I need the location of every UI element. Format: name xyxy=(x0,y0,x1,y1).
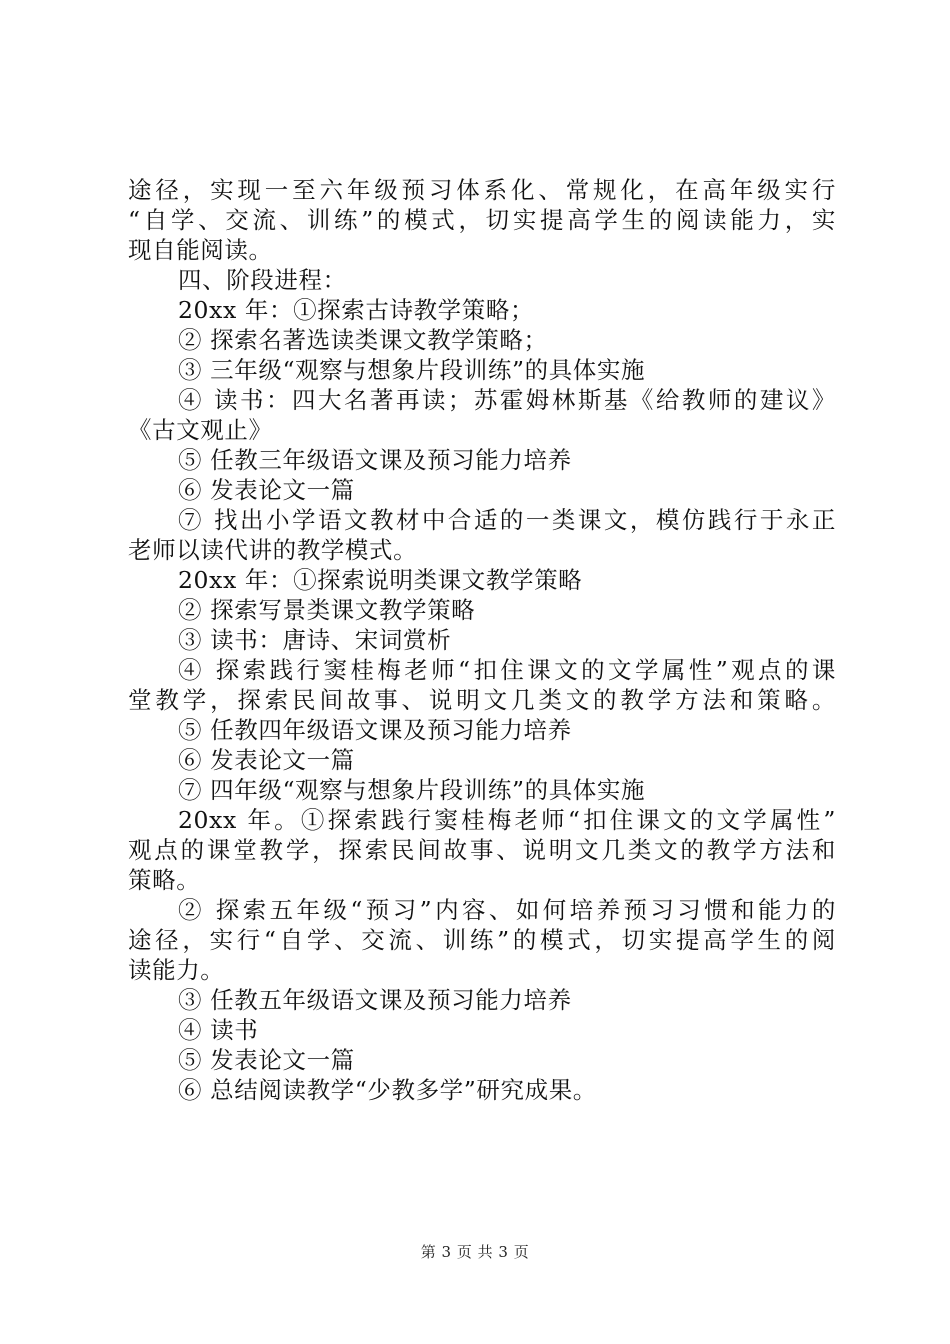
text-line: ③ 读书：唐诗、宋词赏析 xyxy=(178,626,452,654)
text-line: 20xx 年。①探索践行窦桂梅老师“扣住课文的文学属性” xyxy=(178,806,836,834)
text-line: 途径，实现一至六年级预习体系化、常规化，在高年级实行 xyxy=(128,176,836,204)
text-line: ⑤ 任教四年级语文课及预习能力培养 xyxy=(178,716,572,744)
text-line: ⑦ 找出小学语文教材中合适的一类课文，模仿践行于永正 xyxy=(178,506,836,534)
text-line: 20xx 年：①探索说明类课文教学策略 xyxy=(178,566,583,594)
text-line: 策略。 xyxy=(128,866,201,894)
text-line: 现自能阅读。 xyxy=(128,236,273,264)
text-line: ⑦ 四年级“观察与想象片段训练”的具体实施 xyxy=(178,776,646,804)
text-line: 读能力。 xyxy=(128,956,225,984)
text-line: 堂教学，探索民间故事、说明文几类文的教学方法和策略。 xyxy=(128,686,836,714)
text-line: ③ 三年级“观察与想象片段训练”的具体实施 xyxy=(178,356,646,384)
text-line: ⑥ 总结阅读教学“少教多学”研究成果。 xyxy=(178,1076,597,1104)
page-footer: 第 3 页 共 3 页 xyxy=(420,1243,530,1261)
text-line: ⑤ 任教三年级语文课及预习能力培养 xyxy=(178,446,572,474)
text-line: ⑥ 发表论文一篇 xyxy=(178,746,355,774)
text-line: “自学、交流、训练”的模式，切实提高学生的阅读能力，实 xyxy=(128,206,836,234)
text-line: 四、阶段进程： xyxy=(178,266,347,294)
text-line: ② 探索名著选读类课文教学策略； xyxy=(178,326,548,354)
document-body xyxy=(128,175,836,1105)
text-line: 20xx 年：①探索古诗教学策略； xyxy=(178,296,535,324)
text-line: 老师以读代讲的教学模式。 xyxy=(128,536,418,564)
text-line: 途径，实行“自学、交流、训练”的模式，切实提高学生的阅 xyxy=(128,926,836,954)
text-line: ④ 读书 xyxy=(178,1016,259,1044)
text-line: ② 探索写景类课文教学策略 xyxy=(178,596,476,624)
text-line: 观点的课堂教学，探索民间故事、说明文几类文的教学方法和 xyxy=(128,836,836,864)
text-line: ④ 探索践行窦桂梅老师“扣住课文的文学属性”观点的课 xyxy=(178,656,836,684)
text-line: ④ 读书：四大名著再读；苏霍姆林斯基《给教师的建议》 xyxy=(178,386,836,414)
text-line: ② 探索五年级“预习”内容、如何培养预习习惯和能力的 xyxy=(178,896,836,924)
text-line: ⑥ 发表论文一篇 xyxy=(178,476,355,504)
text-line: 《古文观止》 xyxy=(128,416,273,444)
text-line: ③ 任教五年级语文课及预习能力培养 xyxy=(178,986,572,1014)
text-line: ⑤ 发表论文一篇 xyxy=(178,1046,355,1074)
